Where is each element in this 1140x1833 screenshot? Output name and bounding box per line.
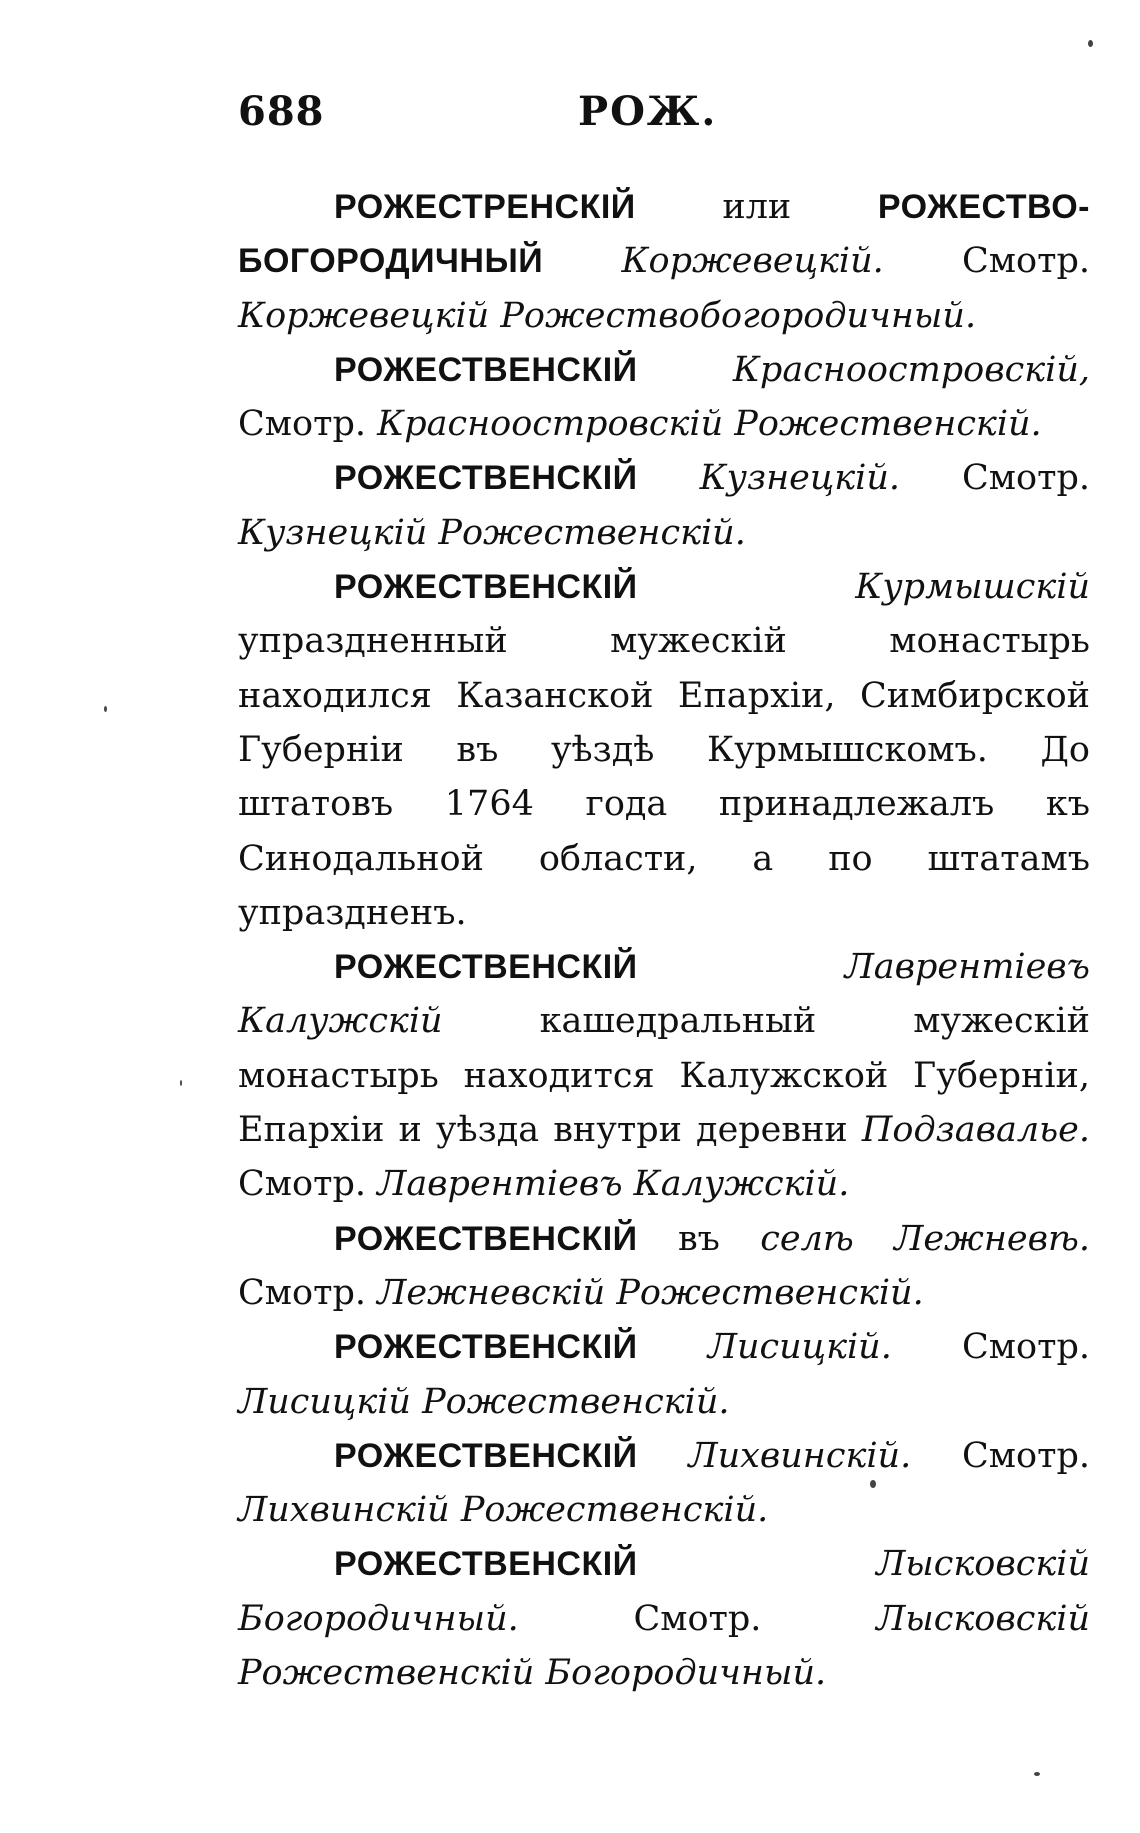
entry-lisitsky	[238, 1320, 1090, 1429]
entry-text	[638, 947, 845, 987]
entry-italic: Лисицкій.	[707, 1327, 892, 1368]
entry-headword: РОЖЕСТВЕНСКІЙ	[334, 568, 638, 607]
entry-italic: Лихвинскій.	[688, 1435, 912, 1476]
entry-text	[638, 567, 856, 607]
entry-text: Смотр.	[900, 458, 1090, 499]
entry-text: упраздненный мужескій монастырь находился Казанской Епархіи, Симбирской Губерніи въ уѣздѣ Курмышскомъ. До штатовъ 1764 года принадлежалъ къ Синодальной области, а по штатамъ упраздненъ.	[238, 621, 1090, 933]
entry-text: или	[635, 187, 878, 227]
entry-italic: Красноостровскій Рожественскій.	[377, 404, 1042, 445]
entry-headword: РОЖЕСТРЕНСКІЙ	[334, 188, 636, 226]
entry-text	[638, 1436, 689, 1476]
entry-krasnoostrovsky	[238, 343, 1090, 452]
entry-text	[638, 350, 733, 390]
entry-italic: Коржевецкій Рожествобогородичный.	[238, 295, 977, 336]
entry-italic: Лаврентіевъ Калужскій.	[377, 1164, 850, 1205]
entry-text: Смотр.	[238, 1164, 378, 1205]
entry-italic: Лисицкій Рожественскій.	[238, 1381, 730, 1422]
entry-italic: Лежневскій Рожественскій.	[377, 1272, 924, 1313]
entry-text: кашедральный мужескій монастырь находится Калужской Губерніи, Епархіи и уѣзда внутри деревни	[238, 1001, 1090, 1151]
entry-italic: Лысковскій Богородичный.	[238, 1544, 1090, 1639]
entry-text: Смотр.	[238, 1272, 378, 1313]
entry-text	[638, 458, 700, 498]
entry-text: Смотр.	[883, 241, 1090, 282]
entry-text: въ	[637, 1218, 761, 1259]
page-number: 688	[238, 88, 325, 135]
scan-speck	[104, 706, 107, 712]
entry-kurmyshsky	[238, 560, 1090, 940]
scan-speck	[1088, 40, 1093, 47]
entry-text: Смотр.	[891, 1327, 1090, 1368]
entry-lezhnev	[238, 1212, 1090, 1321]
entry-lavrentiev-kaluzhsky	[238, 940, 1090, 1211]
entry-headword: РОЖЕСТВЕНСКІЙ	[334, 350, 638, 389]
entry-italic: Коржевецкій.	[621, 241, 884, 282]
page-header	[238, 88, 1088, 148]
entry-rozhestvo-bogorodichny	[238, 180, 1090, 343]
entry-italic: Курмышскій	[855, 567, 1090, 608]
dictionary-entries	[238, 180, 1090, 1700]
entry-headword: РОЖЕСТВЕНСКІЙ	[334, 1545, 638, 1584]
entry-headword: РОЖЕСТВЕНСКІЙ	[334, 459, 638, 498]
entry-italic: Лихвинскій Рожественскій.	[238, 1490, 769, 1531]
entry-headword: РОЖЕСТВЕНСКІЙ	[334, 1219, 638, 1258]
entry-italic: Лаврентіевъ Калужскій	[238, 947, 1090, 1042]
entry-text	[638, 1544, 877, 1584]
entry-headword: РОЖЕСТВЕНСКІЙ	[334, 948, 638, 987]
entry-headword-alt: РОЖЕСТВО-БОГОРОДИЧНЫЙ	[238, 188, 1090, 281]
entry-text	[543, 241, 621, 281]
scan-speck	[870, 1480, 876, 1488]
scan-speck	[1034, 1772, 1040, 1776]
entry-italic: селѣ Лежневѣ.	[760, 1218, 1090, 1259]
entry-italic: Кузнецкій Рожественскій.	[238, 512, 746, 553]
entry-text: Смотр.	[238, 404, 378, 445]
entry-lyskovsky	[238, 1537, 1090, 1700]
entry-headword: РОЖЕСТВЕНСКІЙ	[334, 1328, 638, 1367]
running-head: РОЖ.	[578, 88, 718, 135]
entry-italic: Красноостровскій,	[732, 349, 1090, 390]
entry-italic: Подзавалье.	[861, 1110, 1090, 1151]
entry-likhvinsky	[238, 1429, 1090, 1538]
entry-text: Смотр.	[518, 1598, 877, 1639]
entry-kuznetsky	[238, 451, 1090, 560]
scan-speck	[180, 1080, 182, 1086]
entry-italic: Лысковскій Рожественскій Богородичный.	[238, 1598, 1090, 1694]
entry-text: Смотр.	[911, 1435, 1090, 1476]
entry-text	[638, 1327, 708, 1367]
entry-italic: Кузнецкій.	[699, 458, 901, 499]
entry-headword: РОЖЕСТВЕНСКІЙ	[334, 1436, 638, 1475]
